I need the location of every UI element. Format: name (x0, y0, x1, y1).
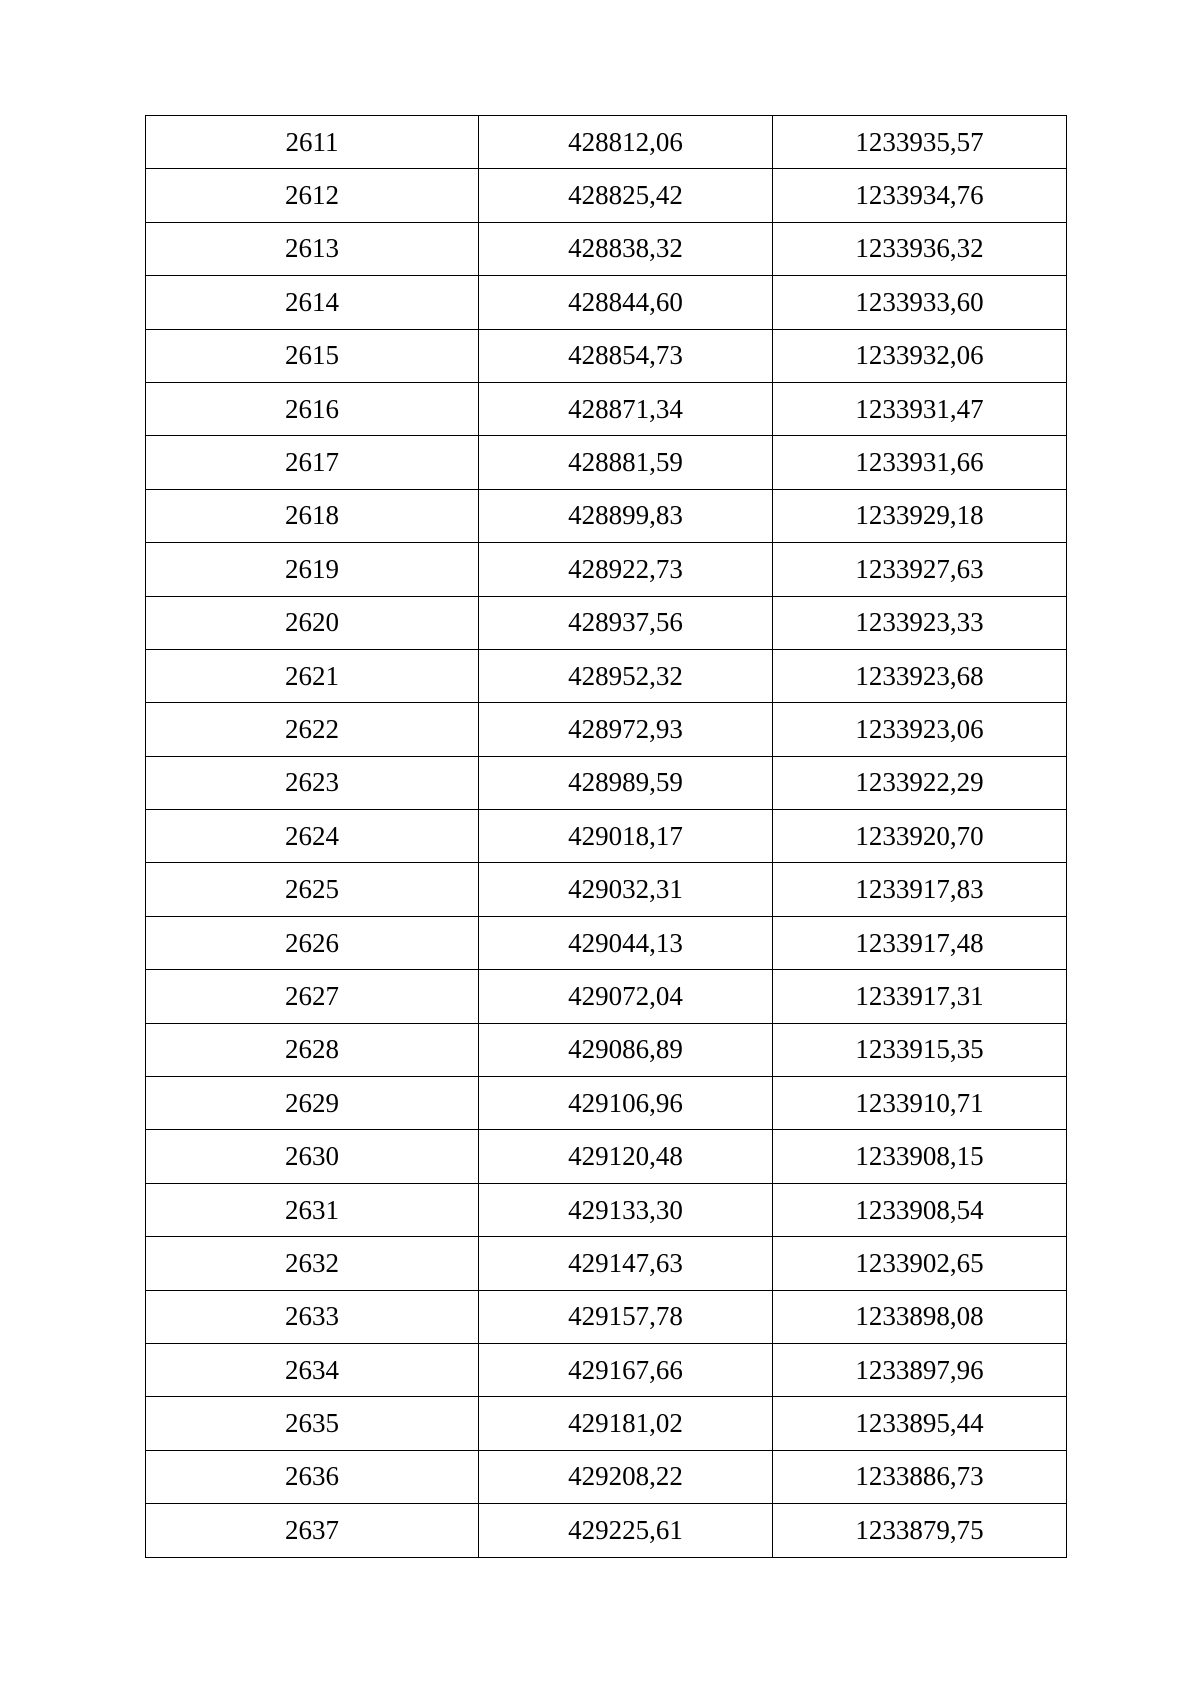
y-coordinate-cell: 1233923,68 (773, 649, 1067, 702)
point-number-cell: 2627 (146, 970, 479, 1023)
point-number-cell: 2634 (146, 1343, 479, 1396)
point-number-cell: 2623 (146, 756, 479, 809)
table-row (146, 1130, 1067, 1183)
x-coordinate-cell: 429133,30 (479, 1183, 773, 1236)
x-coordinate-cell: 429018,17 (479, 810, 773, 863)
y-coordinate-cell: 1233929,18 (773, 489, 1067, 542)
table-row (146, 1183, 1067, 1236)
x-coordinate-cell: 428812,06 (479, 116, 773, 169)
point-number-cell: 2636 (146, 1450, 479, 1503)
x-coordinate-cell: 429147,63 (479, 1237, 773, 1290)
table-row (146, 222, 1067, 275)
y-coordinate-cell: 1233917,48 (773, 916, 1067, 969)
x-coordinate-cell: 428881,59 (479, 436, 773, 489)
point-number-cell: 2633 (146, 1290, 479, 1343)
point-number-cell: 2620 (146, 596, 479, 649)
point-number-cell: 2612 (146, 169, 479, 222)
x-coordinate-cell: 429032,31 (479, 863, 773, 916)
y-coordinate-cell: 1233898,08 (773, 1290, 1067, 1343)
y-coordinate-cell: 1233908,54 (773, 1183, 1067, 1236)
x-coordinate-cell: 429208,22 (479, 1450, 773, 1503)
y-coordinate-cell: 1233934,76 (773, 169, 1067, 222)
point-number-cell: 2628 (146, 1023, 479, 1076)
point-number-cell: 2619 (146, 543, 479, 596)
x-coordinate-cell: 429225,61 (479, 1504, 773, 1557)
point-number-cell: 2630 (146, 1130, 479, 1183)
point-number-cell: 2616 (146, 382, 479, 435)
point-number-cell: 2622 (146, 703, 479, 756)
y-coordinate-cell: 1233879,75 (773, 1504, 1067, 1557)
point-number-cell: 2613 (146, 222, 479, 275)
x-coordinate-cell: 428871,34 (479, 382, 773, 435)
table-row (146, 329, 1067, 382)
point-number-cell: 2617 (146, 436, 479, 489)
y-coordinate-cell: 1233902,65 (773, 1237, 1067, 1290)
x-coordinate-cell: 428989,59 (479, 756, 773, 809)
y-coordinate-cell: 1233917,83 (773, 863, 1067, 916)
table-row (146, 756, 1067, 809)
point-number-cell: 2618 (146, 489, 479, 542)
y-coordinate-cell: 1233935,57 (773, 116, 1067, 169)
point-number-cell: 2635 (146, 1397, 479, 1450)
y-coordinate-cell: 1233895,44 (773, 1397, 1067, 1450)
x-coordinate-cell: 428937,56 (479, 596, 773, 649)
point-number-cell: 2632 (146, 1237, 479, 1290)
table-row (146, 436, 1067, 489)
x-coordinate-cell: 428854,73 (479, 329, 773, 382)
y-coordinate-cell: 1233923,06 (773, 703, 1067, 756)
y-coordinate-cell: 1233897,96 (773, 1343, 1067, 1396)
table-row (146, 382, 1067, 435)
table-row (146, 489, 1067, 542)
x-coordinate-cell: 429167,66 (479, 1343, 773, 1396)
y-coordinate-cell: 1233917,31 (773, 970, 1067, 1023)
point-number-cell: 2611 (146, 116, 479, 169)
x-coordinate-cell: 429086,89 (479, 1023, 773, 1076)
y-coordinate-cell: 1233923,33 (773, 596, 1067, 649)
table-row (146, 276, 1067, 329)
x-coordinate-cell: 429072,04 (479, 970, 773, 1023)
coordinates-table-body (146, 116, 1067, 1558)
table-row (146, 916, 1067, 969)
point-number-cell: 2629 (146, 1077, 479, 1130)
table-row (146, 1290, 1067, 1343)
x-coordinate-cell: 429120,48 (479, 1130, 773, 1183)
y-coordinate-cell: 1233933,60 (773, 276, 1067, 329)
table-row (146, 1077, 1067, 1130)
table-row (146, 1237, 1067, 1290)
table-row (146, 863, 1067, 916)
point-number-cell: 2614 (146, 276, 479, 329)
point-number-cell: 2615 (146, 329, 479, 382)
y-coordinate-cell: 1233910,71 (773, 1077, 1067, 1130)
y-coordinate-cell: 1233927,63 (773, 543, 1067, 596)
table-row (146, 649, 1067, 702)
point-number-cell: 2621 (146, 649, 479, 702)
table-row (146, 169, 1067, 222)
table-row (146, 970, 1067, 1023)
x-coordinate-cell: 429181,02 (479, 1397, 773, 1450)
x-coordinate-cell: 428825,42 (479, 169, 773, 222)
x-coordinate-cell: 428922,73 (479, 543, 773, 596)
y-coordinate-cell: 1233936,32 (773, 222, 1067, 275)
point-number-cell: 2637 (146, 1504, 479, 1557)
table-row (146, 1023, 1067, 1076)
y-coordinate-cell: 1233886,73 (773, 1450, 1067, 1503)
x-coordinate-cell: 429157,78 (479, 1290, 773, 1343)
x-coordinate-cell: 428952,32 (479, 649, 773, 702)
table-row (146, 1504, 1067, 1557)
table-row (146, 1343, 1067, 1396)
x-coordinate-cell: 429106,96 (479, 1077, 773, 1130)
x-coordinate-cell: 428844,60 (479, 276, 773, 329)
y-coordinate-cell: 1233931,47 (773, 382, 1067, 435)
table-row (146, 1397, 1067, 1450)
x-coordinate-cell: 429044,13 (479, 916, 773, 969)
table-row (146, 703, 1067, 756)
y-coordinate-cell: 1233931,66 (773, 436, 1067, 489)
y-coordinate-cell: 1233932,06 (773, 329, 1067, 382)
y-coordinate-cell: 1233915,35 (773, 1023, 1067, 1076)
x-coordinate-cell: 428972,93 (479, 703, 773, 756)
point-number-cell: 2624 (146, 810, 479, 863)
point-number-cell: 2631 (146, 1183, 479, 1236)
x-coordinate-cell: 428838,32 (479, 222, 773, 275)
table-row (146, 810, 1067, 863)
y-coordinate-cell: 1233920,70 (773, 810, 1067, 863)
y-coordinate-cell: 1233922,29 (773, 756, 1067, 809)
table-row (146, 116, 1067, 169)
x-coordinate-cell: 428899,83 (479, 489, 773, 542)
y-coordinate-cell: 1233908,15 (773, 1130, 1067, 1183)
table-row (146, 596, 1067, 649)
table-row (146, 1450, 1067, 1503)
point-number-cell: 2625 (146, 863, 479, 916)
table-row (146, 543, 1067, 596)
coordinates-table (145, 115, 1067, 1558)
point-number-cell: 2626 (146, 916, 479, 969)
